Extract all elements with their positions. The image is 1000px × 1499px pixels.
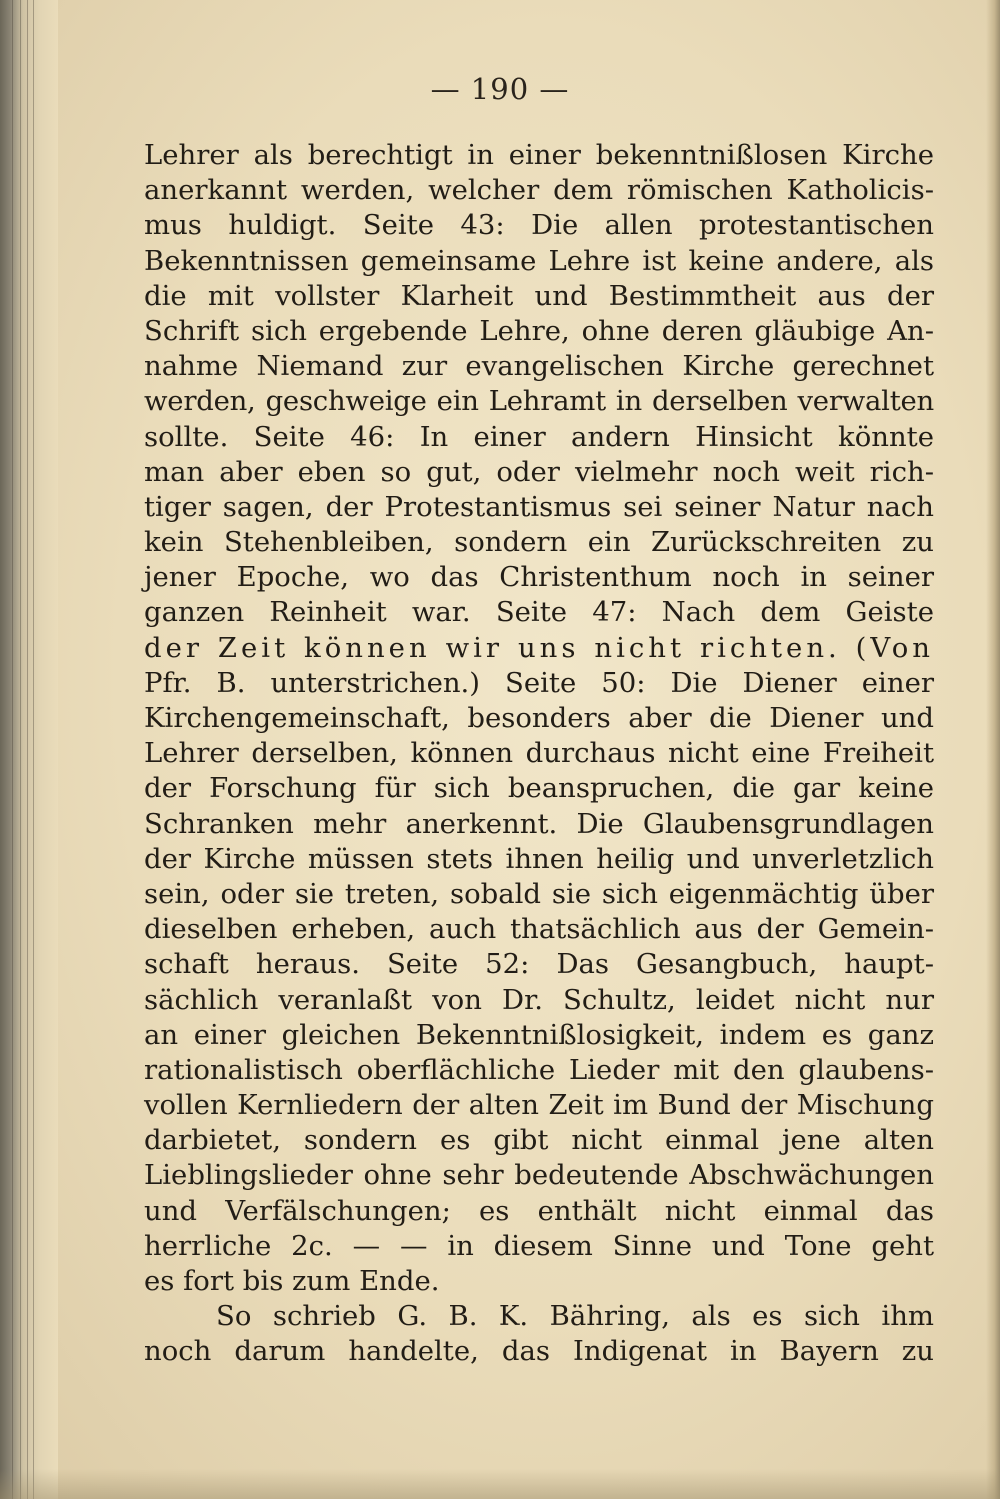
text-line: Bekenntnissen gemeinsame Lehre ist keine andere, als xyxy=(144,244,934,277)
text-line: werden, geschweige ein Lehramt in derselben verwalten xyxy=(144,385,934,418)
text-line-paragraph-end: es fort bis zum Ende. xyxy=(144,1265,440,1297)
spine-edge-line xyxy=(20,0,21,1499)
text-line: dieselben erheben, auch thatsächlich aus der Gemein- xyxy=(144,913,934,946)
spine-edge-line xyxy=(12,0,13,1499)
text-line: sächlich veranlaßt von Dr. Schultz, leidet nicht nur xyxy=(144,983,934,1016)
text-line: man aber eben so gut, oder vielmehr noch weit rich- xyxy=(144,455,934,488)
text-line-emphasized: der Zeit können wir uns nicht richten. (Von xyxy=(144,631,934,664)
text-line: jener Epoche, wo das Christenthum noch in seiner xyxy=(144,561,934,594)
spine-edge-line xyxy=(33,0,34,1499)
text-line-paragraph-start: So schrieb G. B. K. Bähring, als es sich ihm xyxy=(216,1300,934,1333)
text-line: an einer gleichen Bekenntnißlosigkeit, indem es ganz xyxy=(144,1018,934,1051)
text-line: und Verfälschungen; es enthält nicht einmal das xyxy=(144,1194,934,1227)
text-line: Lehrer derselben, können durchaus nicht eine Freiheit xyxy=(144,737,934,770)
text-line: Pfr. B. unterstrichen.) Seite 50: Die Diener einer xyxy=(144,666,934,699)
text-line: Kirchengemeinschaft, besonders aber die Diener und xyxy=(144,702,934,734)
text-line: mus huldigt. Seite 43: Die allen protestantischen xyxy=(144,209,934,242)
text-line: Lehrer als berechtigt in einer bekenntnißlosen Kirche xyxy=(144,139,934,171)
text-line: herrliche 2c. — — in diesem Sinne und Tone geht xyxy=(144,1229,934,1262)
text-line: der Forschung für sich beanspruchen, die gar keine xyxy=(144,772,934,805)
spine-edge-line xyxy=(27,0,28,1499)
text-line: die mit vollster Klarheit und Bestimmtheit aus der xyxy=(144,279,934,312)
text-line: Schranken mehr anerkennt. Die Glaubensgrundlagen xyxy=(144,807,934,840)
text-line: rationalistisch oberflächliche Lieder mit den glaubens- xyxy=(144,1053,934,1086)
book-spine xyxy=(0,0,58,1499)
text-line: nahme Niemand zur evangelischen Kirche gerechnet xyxy=(144,350,934,383)
text-line: darbietet, sondern es gibt nicht einmal jene alten xyxy=(144,1124,934,1157)
text-line: Lieblingslieder ohne sehr bedeutende Abschwächungen xyxy=(144,1159,934,1192)
text-line: noch darum handelte, das Indigenat in Bayern zu xyxy=(144,1335,934,1368)
page-number: — 190 — xyxy=(430,72,570,106)
text-line: sollte. Seite 46: In einer andern Hinsicht könnte xyxy=(144,420,934,453)
text-line: ganzen Reinheit war. Seite 47: Nach dem Geiste xyxy=(144,596,934,629)
text-line: schaft heraus. Seite 52: Das Gesangbuch, haupt- xyxy=(144,948,934,981)
page-bottom-shadow xyxy=(0,1469,1000,1499)
text-line: Schrift sich ergebende Lehre, ohne deren gläubige An- xyxy=(144,314,934,347)
page-right-edge xyxy=(986,0,1000,1499)
text-line: vollen Kernliedern der alten Zeit im Bund der Mischung xyxy=(144,1089,934,1122)
body-text xyxy=(144,138,934,1370)
text-line: der Kirche müssen stets ihnen heilig und unverletzlich xyxy=(144,842,934,875)
text-line: sein, oder sie treten, sobald sie sich eigenmächtig über xyxy=(144,877,934,910)
text-line: kein Stehenbleiben, sondern ein Zurückschreiten zu xyxy=(144,526,934,559)
text-line: tiger sagen, der Protestantismus sei seiner Natur nach xyxy=(144,490,934,523)
text-line: anerkannt werden, welcher dem römischen Katholicis- xyxy=(144,174,934,207)
